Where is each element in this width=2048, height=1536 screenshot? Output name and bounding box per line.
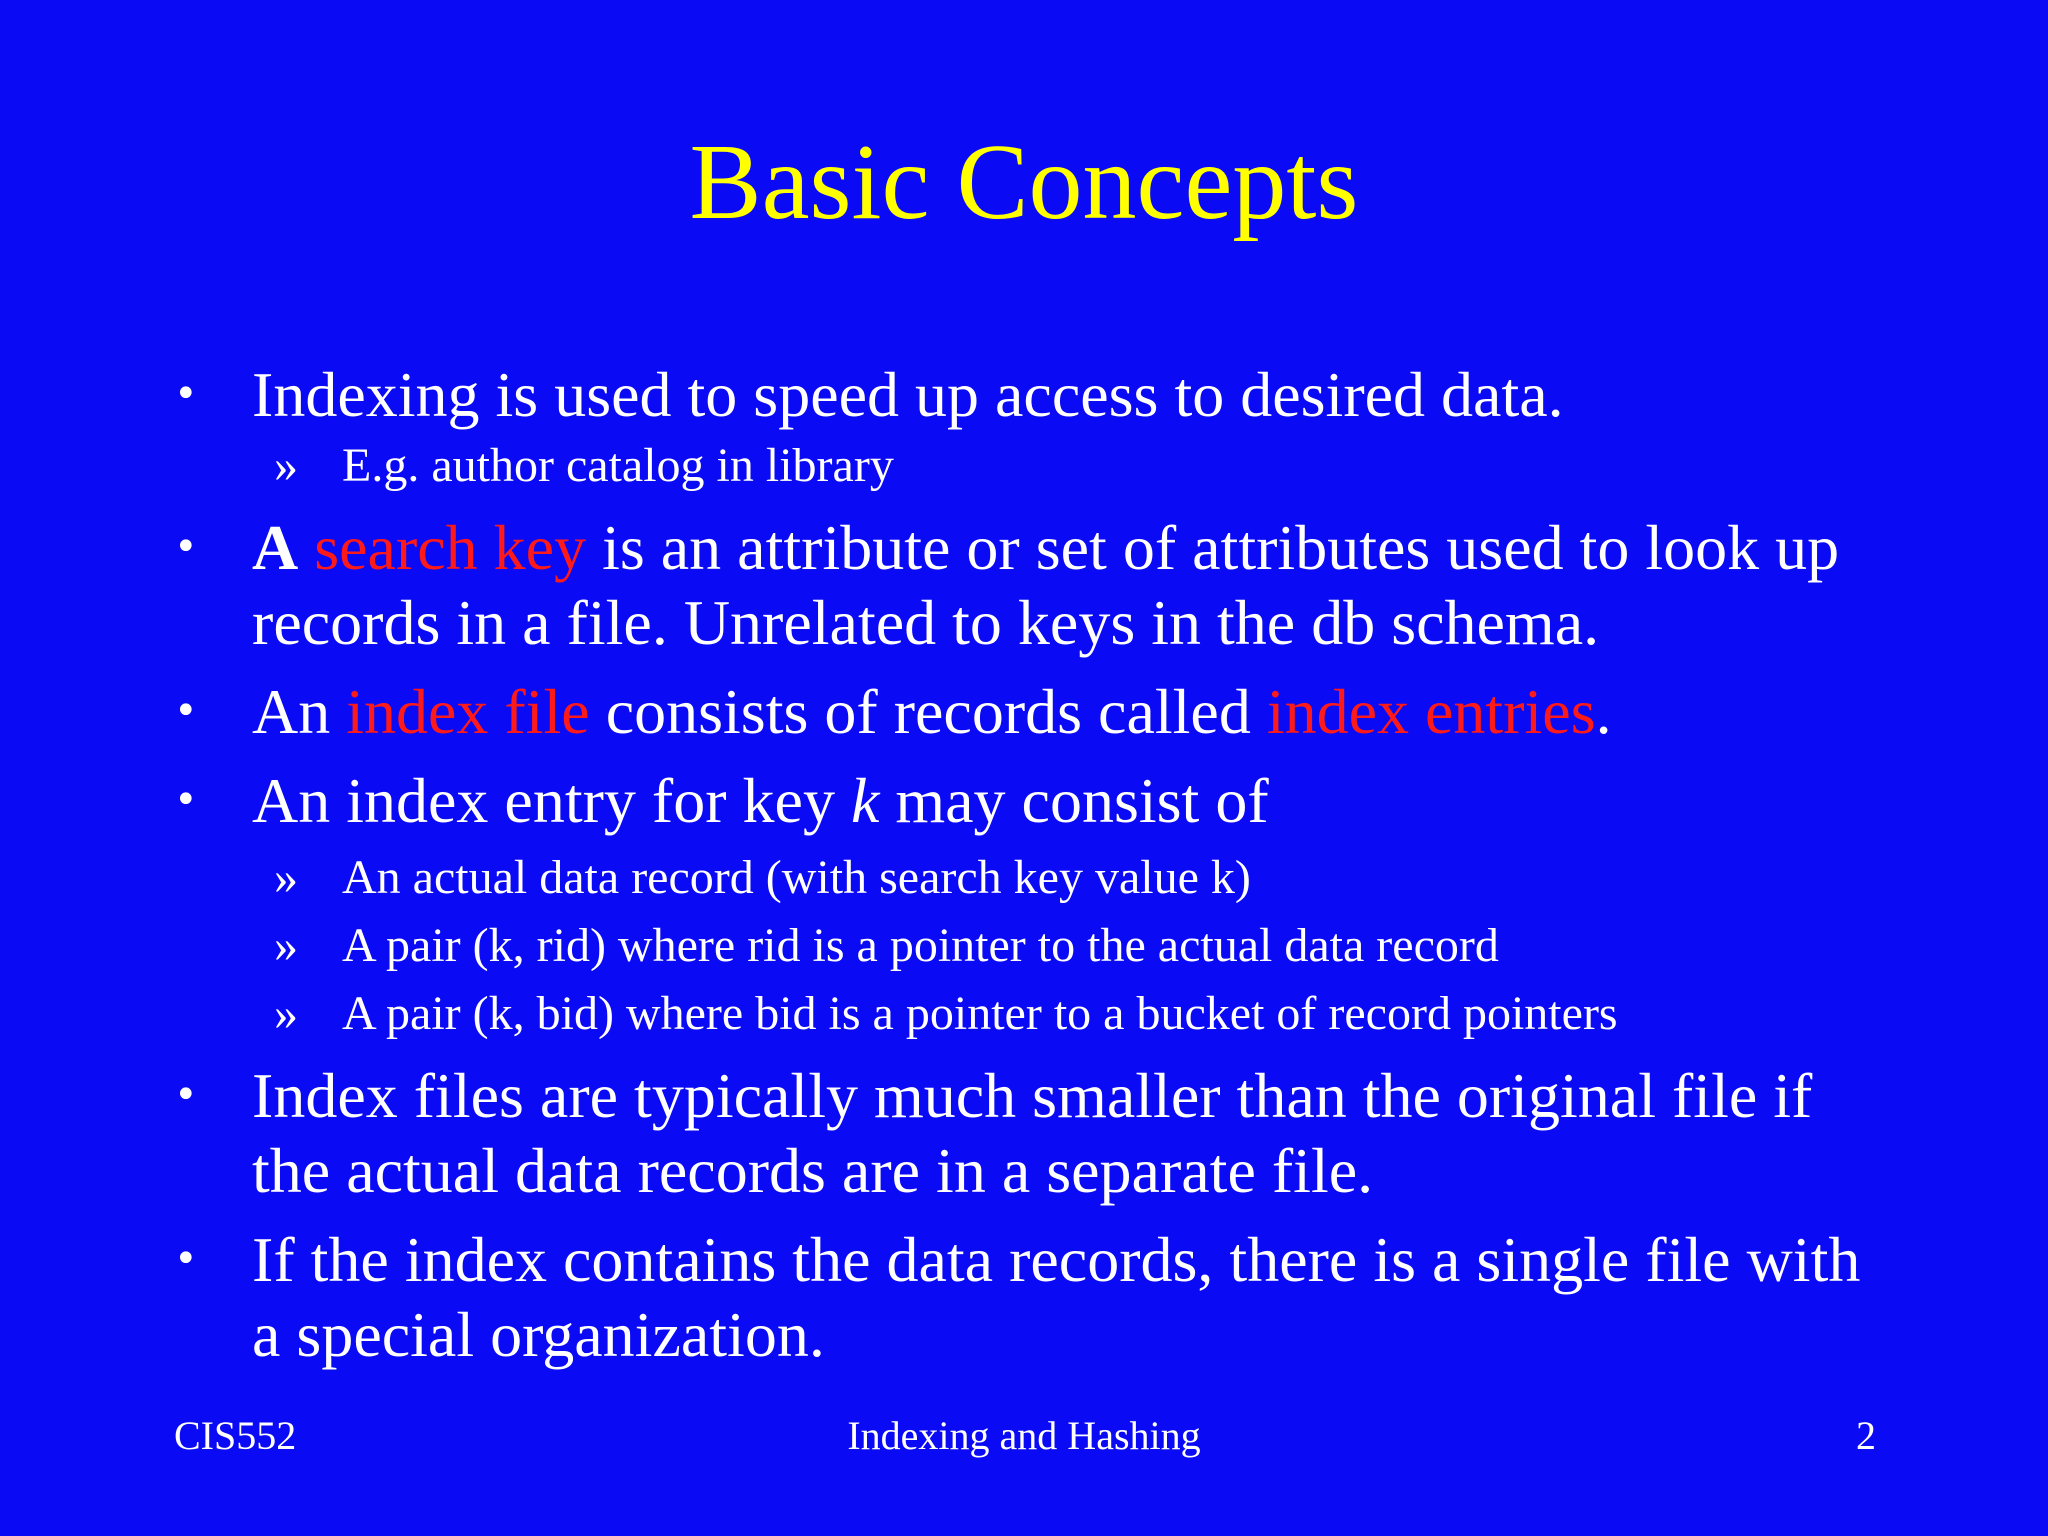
bullet-text-mid: consists of records called (589, 676, 1267, 747)
sub-item-text: E.g. author catalog in library (342, 439, 894, 492)
bullet-item (170, 357, 1890, 432)
bullet-icon: • (174, 1072, 198, 1118)
sub-bullet-icon: » (274, 987, 298, 1040)
sub-bullet-icon: » (274, 439, 298, 492)
sub-item (170, 980, 1890, 1048)
sub-item (170, 432, 1890, 500)
footer-page-number: 2 (1856, 1413, 1876, 1458)
bullet-text: If the index contains the data records, there is a single file with a special organization. (252, 1224, 1861, 1370)
sub-item-text: An actual data record (with search key value k) (342, 851, 1251, 904)
bullet-item (170, 1058, 1890, 1208)
sub-bullet-icon: » (274, 919, 298, 972)
sub-item-text: A pair (k, bid) where bid is a pointer to a bucket of record pointers (342, 987, 1618, 1040)
bullet-icon: • (174, 371, 198, 417)
search-key-term: search key (314, 512, 587, 583)
bullet-text-post: . (1595, 676, 1612, 747)
bullet-icon: • (174, 688, 198, 734)
sub-item (170, 912, 1890, 980)
slide-title: Basic Concepts (689, 123, 1359, 242)
key-variable: k (850, 765, 880, 836)
bullet-lead: A (252, 512, 299, 583)
sub-item-text: A pair (k, rid) where rid is a pointer to the actual data record (342, 919, 1499, 972)
bullet-list (170, 345, 1890, 1372)
bullet-item (170, 763, 1890, 838)
bullet-icon: • (174, 524, 198, 570)
bullet-icon: • (174, 1236, 198, 1282)
bullet-text: Index files are typically much smaller than the original file if the actual data records are in a separate file. (252, 1060, 1813, 1206)
sub-item (170, 844, 1890, 912)
footer-course: CIS552 (174, 1413, 297, 1458)
index-entries-term: index entries (1266, 676, 1596, 747)
bullet-item (170, 1222, 1890, 1372)
bullet-text-pre: An index entry for key (252, 765, 851, 836)
bullet-item (170, 510, 1890, 660)
bullet-icon: • (174, 777, 198, 823)
bullet-text-post: may consist of (879, 765, 1269, 836)
footer-topic: Indexing and Hashing (847, 1413, 1201, 1458)
index-file-term: index file (346, 676, 590, 747)
bullet-text: Indexing is used to speed up access to desired data. (252, 359, 1564, 430)
bullet-item (170, 674, 1890, 749)
sub-bullet-icon: » (274, 851, 298, 904)
bullet-text-pre: An (252, 676, 347, 747)
bullet-text: is an attribute or set of attributes used to look up records in a file. Unrelated to keys in the db schema. (252, 512, 1840, 658)
